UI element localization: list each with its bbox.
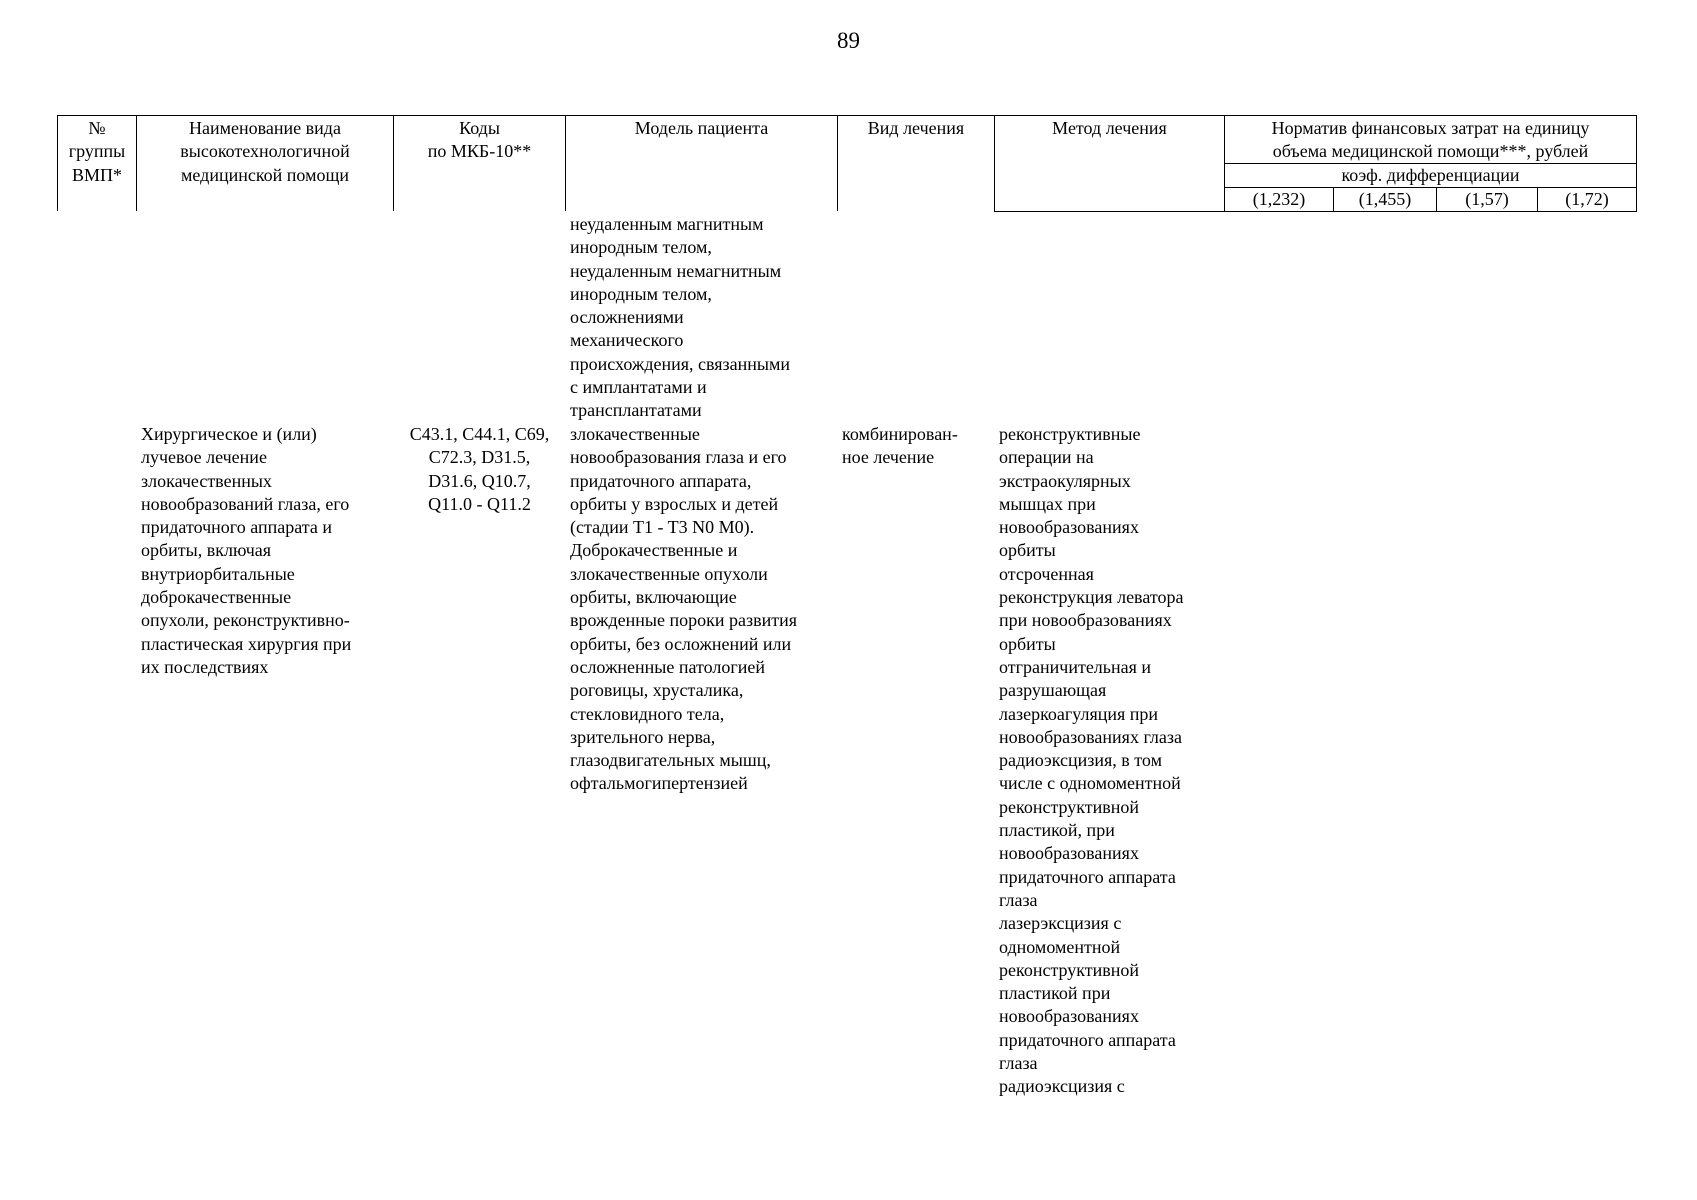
col-border-right [1636,115,1637,211]
header-patient-model: Модель пациента [634,118,769,138]
coef-value: (1,455) [1358,189,1412,209]
row-treatment-type: комбинирован- ное лечение [842,424,958,468]
coef-value: (1,232) [1252,189,1306,209]
coef-value: (1,57) [1465,189,1509,209]
header-group-no: № группы ВМП* [68,118,126,185]
row-codes: C43.1, C44.1, C69, C72.3, D31.5, D31.6, Q10.7, Q11.0 - Q11.2 [409,424,550,514]
continued-patient-model: неудаленным магнитным инородным телом, неудаленным немагнитным инородным телом, осложнениями механического происхождения, связанными с имплантатами и трансплантатами [570,214,791,421]
header-name: Наименование вида высокотехнологичной медицинской помощи [180,118,350,185]
header-codes: Коды по МКБ-10** [427,118,532,162]
header-treatment-type: Вид лечения [867,118,965,138]
header-coef-label: коэф. дифференциации [1341,165,1520,185]
row-treatment-method: реконструктивные операции на экстраокулярных мышцах при новообразованиях орбиты отсроченная реконструкция леватора при новообразованиях орбиты отграничительная и разрушающая лазеркоагуляция при новообразованиях глаза радиоэксцизия, в том числе с одномоментной реконструктивной пластикой, при новообразованиях придаточного аппарата глаза лазерэксцизия с одномоментной реконструктивной пластикой при новообразованиях придаточного аппарата глаза радиоэксцизия с [999,424,1184,1097]
page-number: 89 [837,28,860,53]
header-top-border [57,115,1637,116]
coef-value: (1,72) [1565,189,1609,209]
header-cost-norm: Норматив финансовых затрат на единицу объема медицинской помощи***, рублей [1271,118,1590,162]
header-treatment-method: Метод лечения [1052,118,1167,138]
row-name: Хирургическое и (или) лучевое лечение злокачественных новообразований глаза, его придаточного аппарата и орбиты, включая внутриорбитальные доброкачественные опухоли, реконструктивно- пластическая хирургия при их последствиях [141,424,352,677]
row-patient-model: злокачественные новообразования глаза и его придаточного аппарата, орбиты у взрослых и детей (стадии T1 - T3 N0 M0). Доброкачественные и злокачественные опухоли орбиты, включающие врожденные пороки развития орбиты, без осложнений или осложненные патологией роговицы, хрусталика, стекловидного тела, зрительного нерва, глазодвигательных мышц, офтальмогипертензией [570,424,798,794]
